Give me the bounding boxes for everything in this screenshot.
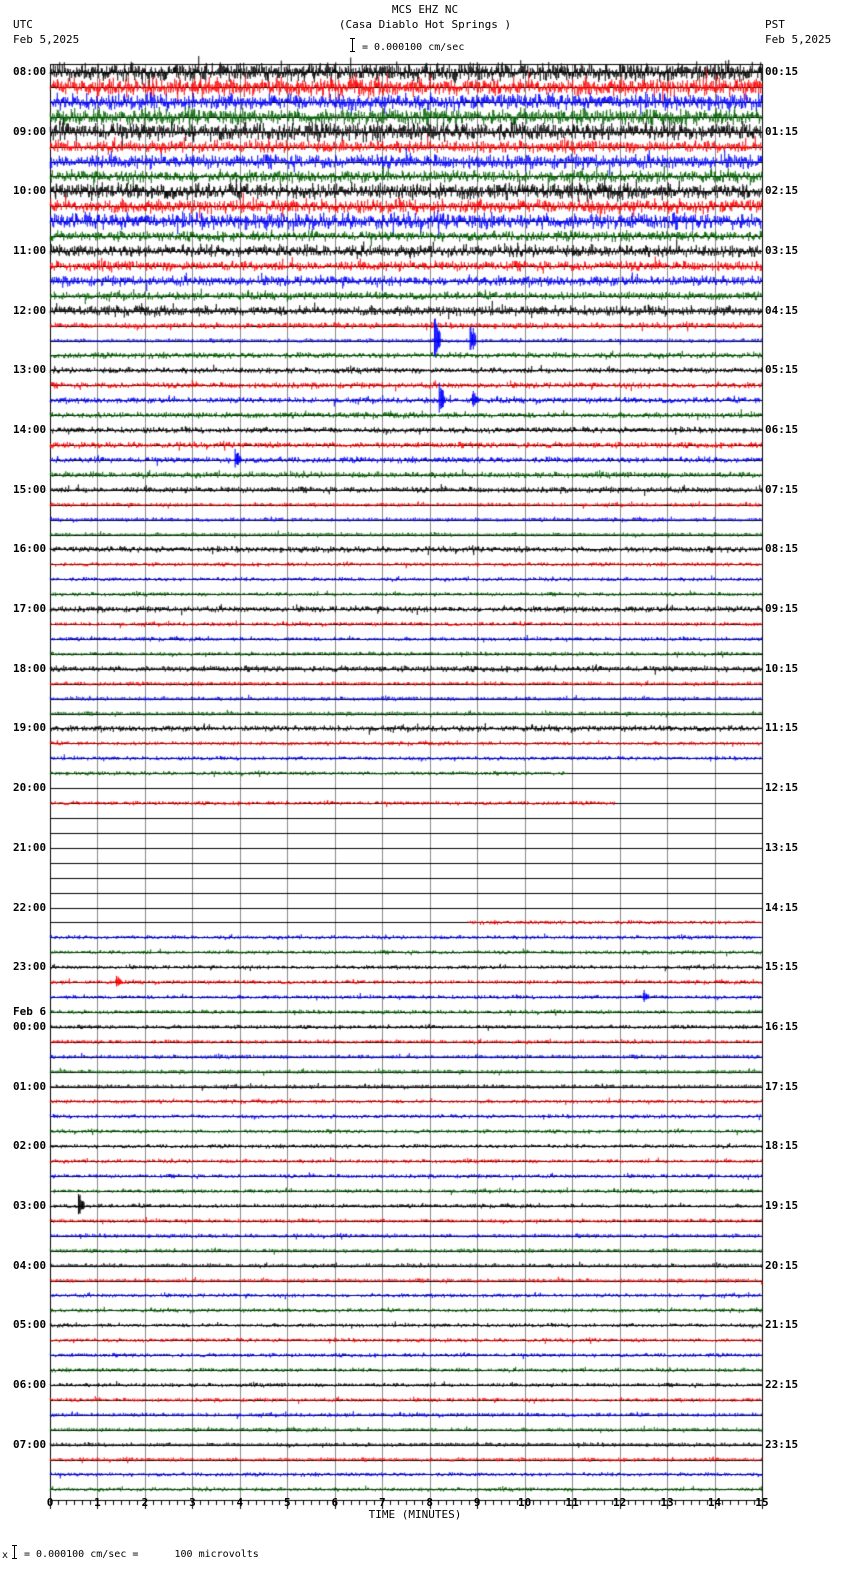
x-tick-label: 10 [518, 1496, 532, 1509]
x-tick-label: 1 [94, 1496, 101, 1509]
x-axis-label: TIME (MINUTES) [368, 1508, 462, 1521]
right-timezone: PST [765, 18, 785, 31]
right-hour-label: 01:15 [765, 124, 799, 138]
left-hour-label: 06:00 [13, 1377, 47, 1391]
left-hour-label: 23:00 [13, 960, 47, 974]
x-tick-label: 9 [473, 1496, 481, 1509]
right-hour-label: 11:15 [765, 721, 799, 735]
left-hour-label: 03:00 [13, 1198, 47, 1212]
left-hour-label: 05:00 [13, 1318, 47, 1332]
left-hour-label: 09:00 [13, 124, 47, 138]
left-hour-label: 10:00 [13, 184, 47, 198]
scale-text: = 0.000100 cm/sec [362, 42, 465, 53]
x-tick-label: 7 [378, 1496, 386, 1509]
right-hour-label: 13:15 [765, 840, 799, 854]
station-location: (Casa Diablo Hot Springs ) [338, 18, 512, 31]
x-tick-label: 14 [707, 1496, 722, 1509]
x-tick-label: 12 [612, 1496, 627, 1509]
right-hour-label: 15:15 [765, 960, 799, 974]
footer-prefix: x [2, 1550, 9, 1561]
x-tick-label: 15 [755, 1496, 769, 1509]
right-hour-label: 03:15 [765, 244, 799, 258]
left-hour-label: 04:00 [13, 1258, 47, 1272]
x-tick-label: 5 [284, 1496, 291, 1509]
x-tick-label: 13 [660, 1496, 674, 1509]
right-hour-label: 12:15 [765, 781, 799, 795]
left-hour-label: 02:00 [13, 1139, 47, 1153]
right-date: Feb 5,2025 [765, 33, 832, 46]
x-tick-label: 3 [189, 1496, 196, 1509]
left-hour-label: 07:00 [13, 1437, 47, 1451]
date-change-label: Feb 6 [13, 1004, 47, 1018]
right-hour-label: 17:15 [765, 1079, 799, 1093]
right-hour-label: 04:15 [765, 303, 799, 317]
left-hour-label: 22:00 [13, 900, 47, 914]
left-hour-label: 08:00 [13, 65, 47, 78]
x-tick-label: 4 [236, 1496, 244, 1509]
left-hour-label: 12:00 [13, 303, 47, 317]
footer-scale-text: = 0.000100 cm/sec = 100 microvolts [24, 1549, 259, 1560]
right-hour-label: 19:15 [765, 1198, 799, 1212]
scale-bar-icon [352, 38, 353, 52]
x-tick-label: 2 [141, 1496, 149, 1509]
left-hour-label: 11:00 [13, 244, 47, 258]
left-hour-label: 21:00 [13, 840, 47, 854]
left-hour-label: 16:00 [13, 542, 47, 556]
right-hour-label: 23:15 [765, 1437, 799, 1451]
station-title: MCS EHZ NC [391, 3, 459, 16]
right-hour-label: 06:15 [765, 423, 799, 437]
right-hour-label: 07:15 [765, 482, 799, 496]
right-hour-label: 02:15 [765, 184, 799, 198]
right-hour-label: 14:15 [765, 900, 799, 914]
x-tick-label: 11 [565, 1496, 579, 1509]
right-hour-label: 08:15 [765, 542, 799, 556]
footer-scale-bar-icon [14, 1545, 15, 1559]
x-tick-label: 0 [46, 1496, 54, 1509]
x-tick-label: 6 [331, 1496, 339, 1509]
left-hour-label: 14:00 [13, 423, 47, 437]
left-hour-label: 01:00 [13, 1079, 47, 1093]
left-hour-label: 20:00 [13, 781, 47, 795]
right-hour-label: 22:15 [765, 1377, 799, 1391]
right-hour-label: 00:15 [765, 65, 799, 78]
right-hour-label: 09:15 [765, 602, 799, 616]
x-tick-label: 8 [426, 1496, 434, 1509]
left-hour-label: 17:00 [13, 602, 47, 616]
left-hour-label: 00:00 [13, 1019, 47, 1033]
right-hour-label: 21:15 [765, 1318, 799, 1332]
right-hour-label: 16:15 [765, 1019, 799, 1033]
left-hour-label: 19:00 [13, 721, 47, 735]
left-date: Feb 5,2025 [13, 33, 80, 46]
left-hour-label: 13:00 [13, 363, 47, 377]
right-hour-label: 05:15 [765, 363, 799, 377]
left-hour-label: 18:00 [13, 661, 47, 675]
left-timezone: UTC [13, 18, 33, 31]
right-hour-label: 18:15 [765, 1139, 799, 1153]
left-hour-label: 15:00 [13, 482, 47, 496]
right-hour-label: 20:15 [765, 1258, 799, 1272]
right-hour-label: 10:15 [765, 661, 799, 675]
